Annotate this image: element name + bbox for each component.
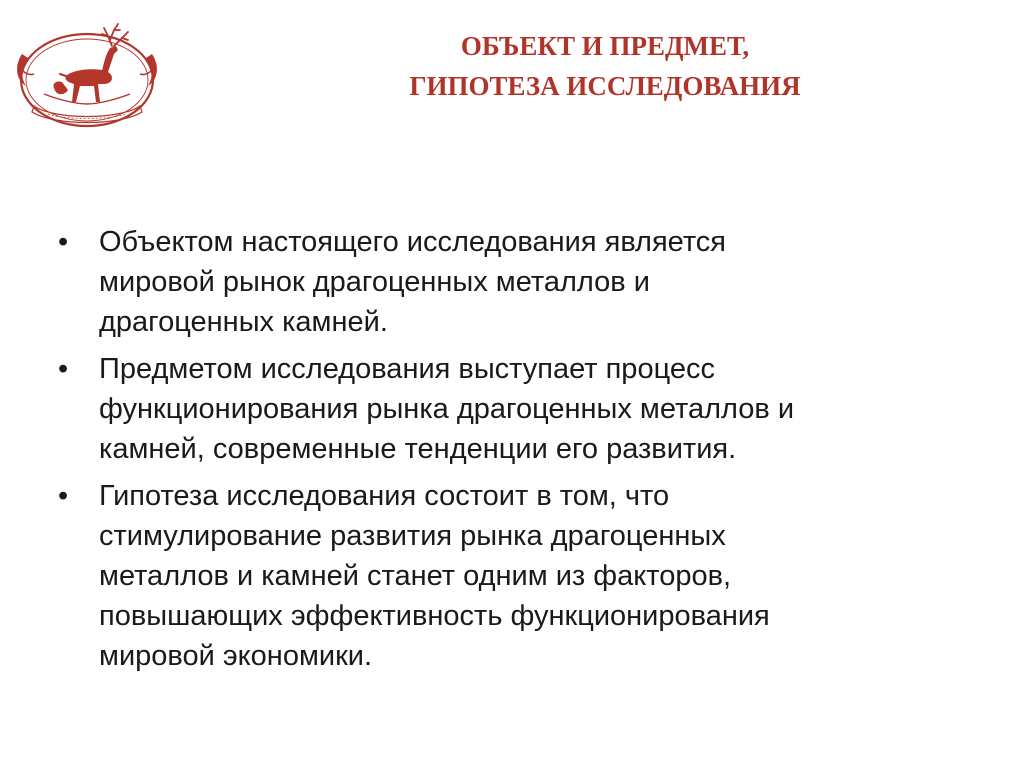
bullet-text-line: Объектом настоящего исследования является	[99, 226, 727, 258]
bullet-list	[58, 222, 958, 683]
slide-title	[300, 26, 910, 106]
bullet-text-line: камней, современные тенденции его развития.	[99, 433, 737, 465]
bullet-text-line: металлов и камней станет одним из факторов,	[99, 560, 732, 592]
bullet-marker: •	[58, 353, 69, 385]
bullet-item-hypothesis	[58, 476, 958, 676]
bullet-text-line: Предметом исследования выступает процесс	[99, 353, 715, 385]
bullet-item-subject	[58, 349, 958, 469]
bullet-text-line: драгоценных камней.	[99, 306, 388, 338]
college-logo	[14, 14, 160, 132]
bullet-text-line: Гипотеза исследования состоит в том, что	[99, 480, 670, 512]
slide-title-line-2: ГИПОТЕЗА ИССЛЕДОВАНИЯ	[409, 71, 801, 101]
bullet-text-line: стимулирование развития рынка драгоценных	[99, 520, 726, 552]
bullet-text-line: повышающих эффективность функционирования	[99, 600, 770, 632]
bullet-text-line: функционирования рынка драгоценных металлов и	[99, 393, 795, 425]
bullet-text-line: мировой рынок драгоценных металлов и	[99, 266, 650, 298]
bullet-item-object	[58, 222, 958, 342]
bullet-marker: •	[58, 480, 69, 512]
slide-title-line-1: ОБЪЕКТ И ПРЕДМЕТ,	[460, 31, 750, 61]
bullet-text-line: мировой экономики.	[99, 640, 373, 672]
bullet-marker: •	[58, 226, 69, 258]
deer-emblem-icon	[14, 14, 160, 132]
